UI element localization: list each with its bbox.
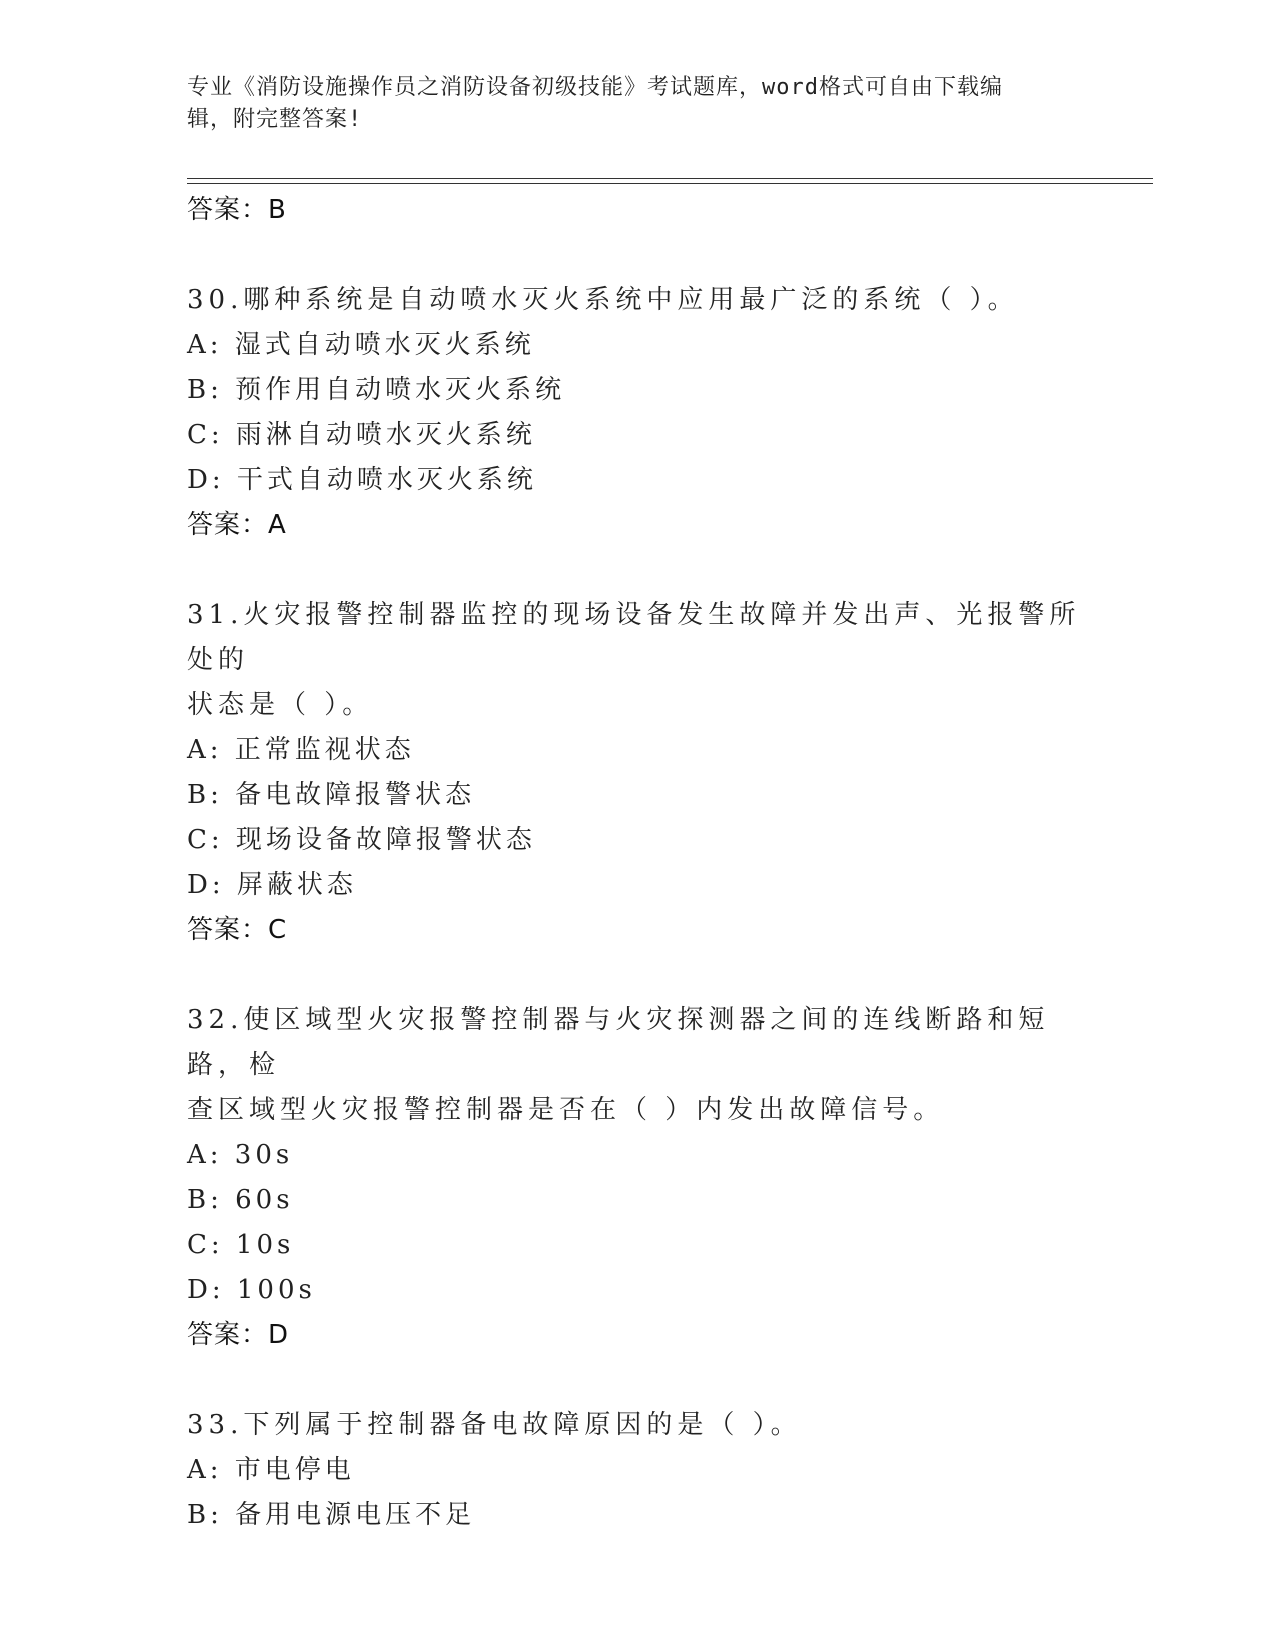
question-30: [187, 278, 1087, 548]
option-a: A: 市电停电: [187, 1455, 355, 1485]
question-stem: 30.哪种系统是自动喷水灭火系统中应用最广泛的系统（ ）。: [187, 285, 1019, 315]
question-stem-line-1: 31.火灾报警控制器监控的现场设备发生故障并发出声、光报警所处的: [187, 600, 1081, 675]
option-c: C: 10s: [187, 1230, 295, 1260]
option-b: B: 60s: [187, 1185, 294, 1215]
answer-line: 答案：C: [187, 915, 288, 945]
answer-line: 答案：A: [187, 510, 287, 540]
question-stem-line-2: 查区域型火灾报警控制器是否在（ ）内发出故障信号。: [187, 1095, 945, 1125]
header-line-2: 辑，附完整答案!: [187, 107, 363, 132]
option-c: C: 雨淋自动喷水灭火系统: [187, 420, 536, 450]
question-list: [187, 188, 1087, 1538]
document-header: [187, 72, 1067, 136]
option-b: B: 预作用自动喷水灭火系统: [187, 375, 566, 405]
option-a: A: 正常监视状态: [187, 735, 415, 765]
question-stem-line-2: 状态是（ ）。: [187, 690, 374, 720]
option-d: D: 100s: [187, 1275, 316, 1305]
option-b: B: 备电故障报警状态: [187, 780, 476, 810]
question-31: [187, 593, 1087, 953]
option-a: A: 30s: [187, 1140, 294, 1170]
header-divider-bottom: [187, 183, 1153, 184]
question-stem: 33.下列属于控制器备电故障原因的是（ ）。: [187, 1410, 802, 1440]
answer-line: 答案：D: [187, 1320, 290, 1350]
option-a: A: 湿式自动喷水灭火系统: [187, 330, 535, 360]
question-33: [187, 1403, 1087, 1538]
option-c: C: 现场设备故障报警状态: [187, 825, 536, 855]
header-divider-top: [187, 178, 1153, 179]
answer-line: 答案：B: [187, 195, 287, 225]
header-line-1: 专业《消防设施操作员之消防设备初级技能》考试题库，word格式可自由下载编: [187, 75, 1003, 100]
option-d: D: 干式自动喷水灭火系统: [187, 465, 537, 495]
option-d: D: 屏蔽状态: [187, 870, 357, 900]
question-stem-line-1: 32.使区域型火灾报警控制器与火灾探测器之间的连线断路和短路，检: [187, 1005, 1050, 1080]
question-32: [187, 998, 1087, 1358]
option-b: B: 备用电源电压不足: [187, 1500, 476, 1530]
